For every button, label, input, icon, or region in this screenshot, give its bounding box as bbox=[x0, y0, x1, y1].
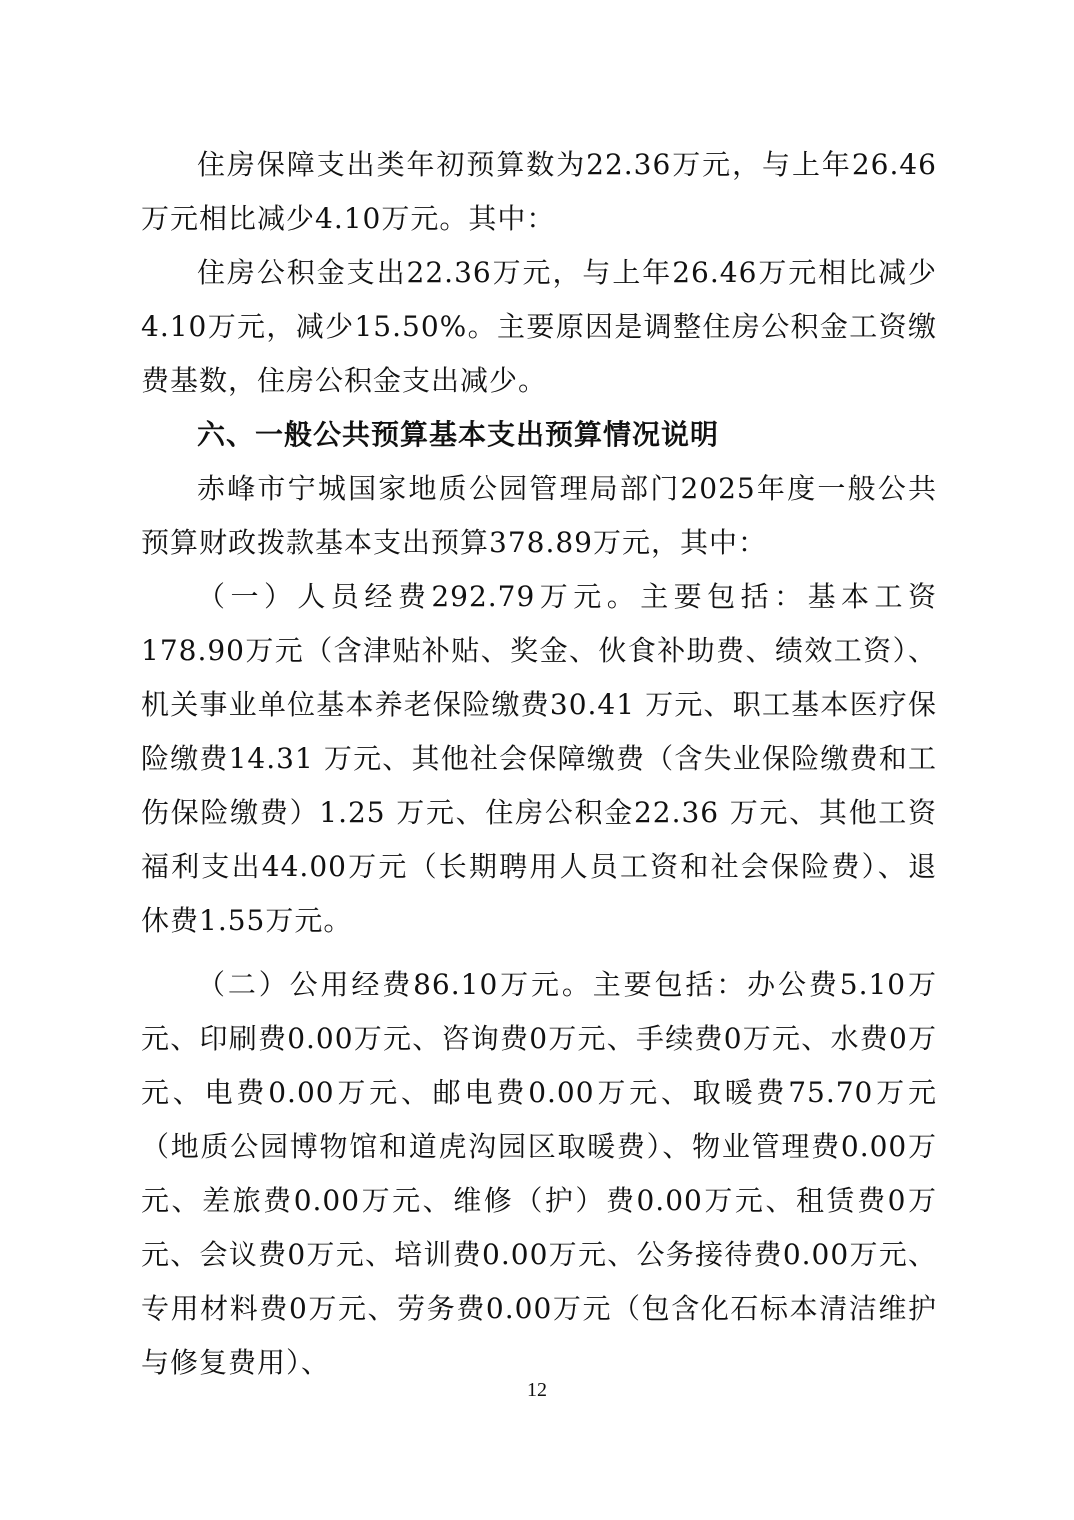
paragraph-personnel-expenses: （一）人员经费292.79万元。主要包括：基本工资178.90万元（含津贴补贴、奖金、伙食补助费、绩效工资）、机关事业单位基本养老保险缴费30.41 万元、职工基本医疗保险缴费14.31 万元、其他社会保障缴费（含失业保险缴费和工伤保险缴费）1.25 万元、住房公积金22.36 万元、其他工资福利支出44.00万元（长期聘用人员工资和社会保险费）、退休费1.55万元。 bbox=[141, 580, 937, 937]
paragraph-housing-budget: 住房保障支出类年初预算数为22.36万元，与上年26.46万元相比减少4.10万元。其中： bbox=[141, 148, 937, 235]
paragraph-basic-expenditure: 赤峰市宁城国家地质公园管理局部门2025年度一般公共预算财政拨款基本支出预算378.89万元，其中： bbox=[141, 472, 937, 559]
section-heading: 六、一般公共预算基本支出预算情况说明 bbox=[197, 418, 720, 451]
page-body bbox=[141, 138, 937, 1390]
paragraph-housing-fund: 住房公积金支出22.36万元，与上年26.46万元相比减少4.10万元，减少15.50%。主要原因是调整住房公积金工资缴费基数，住房公积金支出减少。 bbox=[141, 256, 937, 397]
paragraph-public-expenses: （二）公用经费86.10万元。主要包括：办公费5.10万元、印刷费0.00万元、咨询费0万元、手续费0万元、水费0万元、电费0.00万元、邮电费0.00万元、取暖费75.70万元（地质公园博物馆和道虎沟园区取暖费）、物业管理费0.00万元、差旅费0.00万元、维修（护）费0.00万元、租赁费0万元、会议费0万元、培训费0.00万元、公务接待费0.00万元、专用材料费0万元、劳务费0.00万元（包含化石标本清洁维护与修复费用）、 bbox=[141, 968, 937, 1379]
page-number: 12 bbox=[527, 1379, 547, 1401]
